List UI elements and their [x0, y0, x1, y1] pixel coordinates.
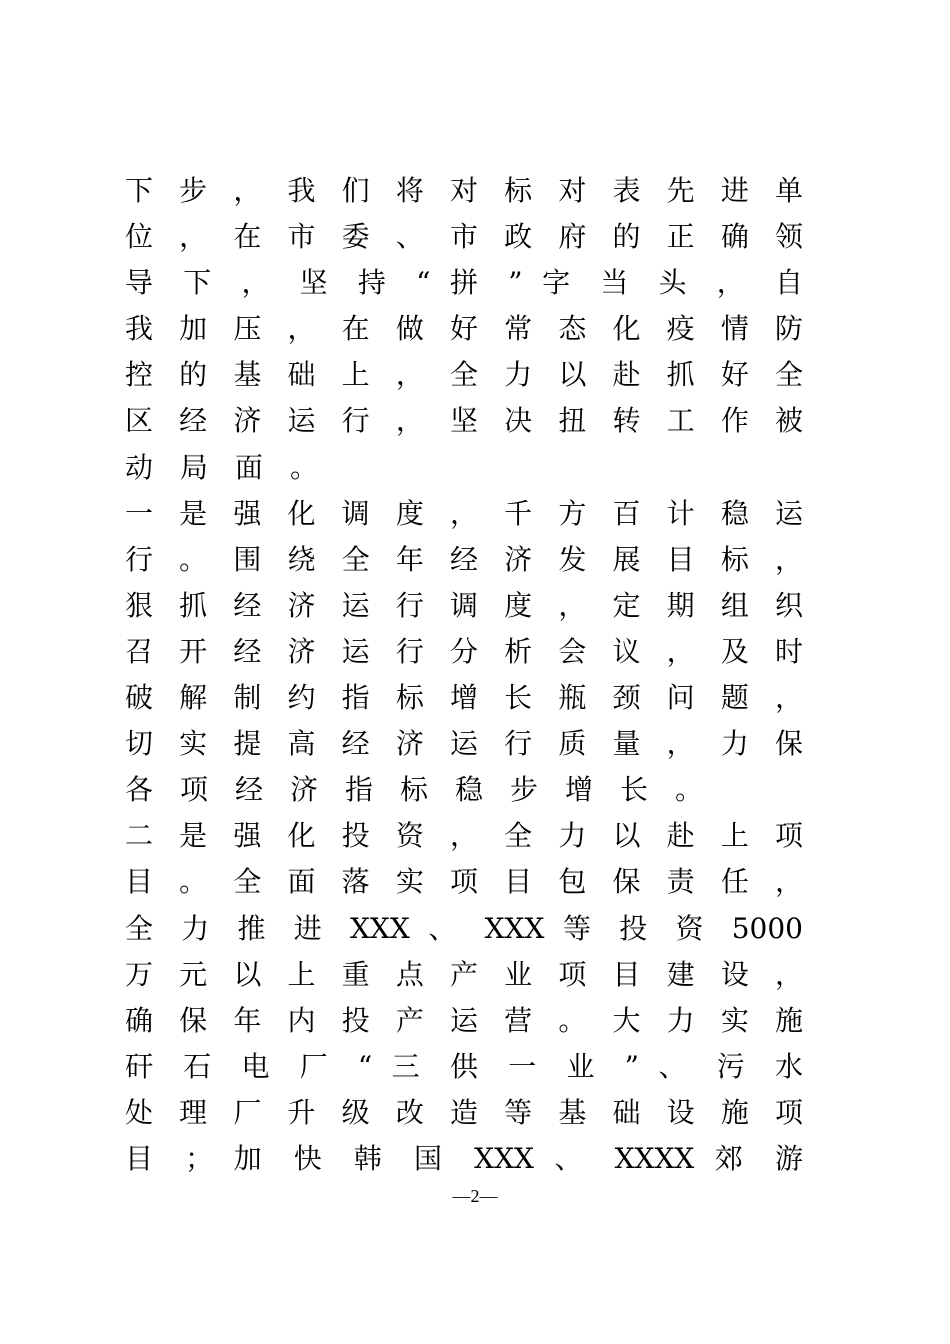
- body-text: [125, 168, 803, 1182]
- text-line: 狠 抓 经 济 运 行 调 度 ， 定 期 组 织: [125, 588, 803, 622]
- text-line: 下 步 ， 我 们 将 对 标 对 表 先 进 单: [125, 174, 803, 207]
- text-line: 各项经济指标稳步增长。: [125, 773, 731, 807]
- text-line: 二 是 强 化 投 资 ， 全 力 以 赴 上 项: [125, 819, 803, 853]
- text-line: 万 元 以 上 重 点 产 业 项 目 建 设 ，: [125, 957, 803, 991]
- text-line: 破 解 制 约 指 标 增 长 瓶 颈 问 题 ，: [125, 681, 803, 715]
- text-line: 召 开 经 济 运 行 分 析 会 议 ， 及 时: [125, 634, 803, 668]
- text-line: 控 的 基 础 上 ， 全 力 以 赴 抓 好 全: [125, 358, 803, 392]
- text-line: 导 下 ， 坚 持 “ 拼 ” 字 当 头 ， 自: [125, 266, 803, 300]
- text-line: 处 理 厂 升 级 改 造 等 基 础 设 施 项: [125, 1095, 803, 1129]
- text-line: 区 经 济 运 行 ， 坚 决 扭 转 工 作 被: [125, 404, 803, 438]
- page-number: —2—: [452, 1186, 498, 1206]
- text-line: 行 。 围 绕 全 年 经 济 发 展 目 标 ，: [125, 542, 803, 576]
- text-line: 一 是 强 化 调 度 ， 千 方 百 计 稳 运: [125, 496, 803, 530]
- text-line: 目 。 全 面 落 实 项 目 包 保 责 任 ，: [125, 865, 803, 899]
- text-line: 我 加 压 ， 在 做 好 常 态 化 疫 情 防: [125, 312, 803, 346]
- text-line: 目 ； 加 快 韩 国 XXX 、 XXXX 郊 游: [125, 1141, 803, 1175]
- text-line: 矸 石 电 厂 “ 三 供 一 业 ” 、 污 水: [125, 1049, 803, 1083]
- text-line: 切 实 提 高 经 济 运 行 质 量 ， 力 保: [125, 727, 803, 761]
- text-line: 位 ， 在 市 委 、 市 政 府 的 正 确 领: [125, 220, 803, 254]
- text-line: 动局面。: [125, 450, 346, 484]
- text-line: 确 保 年 内 投 产 运 营 。 大 力 实 施: [125, 1003, 803, 1037]
- text-line: 全 力 推 进 XXX 、 XXX 等 投 资 5000: [125, 911, 803, 945]
